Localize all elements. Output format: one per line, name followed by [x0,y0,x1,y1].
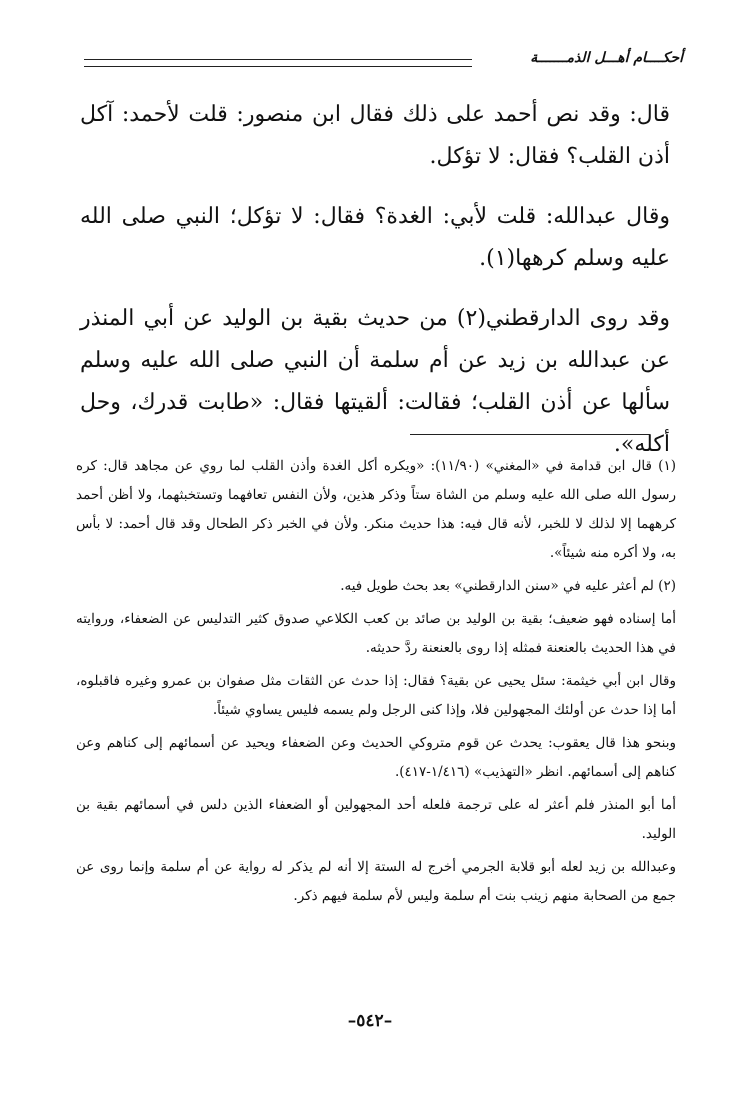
footnote: وبنحو هذا قال يعقوب: يحدث عن قوم متروكي الحديث وعن الضعفاء ويحيد عن أسمائهم إلى كناهم وعن كناهم إلى أسمائهم. انظر «التهذيب» (١/٤١٦-٤١٧). [76,735,676,780]
footnote: (٢) لم أعثر عليه في «سنن الدارقطني» بعد بحث طويل فيه. [340,578,676,594]
footnote: (١) قال ابن قدامة في «المغني» (١١/٩٠): «ويكره أكل الغدة وأذن القلب لما روي عن مجاهد قال: كره رسول الله صلى الله عليه وسلم من الشاة ستاً وذكر هذين، ولأن النفس تعافهما وتستخبثهما، ولا أظن أحمد كرههما إلا لذلك لا للخبر، لأنه قال فيه: هذا حديث منكر. ولأن في الخبر ذكر الطحال وقد قال أحمد: لا بأس به، ولا أكره منه شيئاً». [76,458,676,561]
footnote: أما أبو المنذر فلم أعثر له على ترجمة فلعله أحد المجهولين أو الضعفاء الذين دلس في أسمائهم بقية بن الوليد. [76,797,676,842]
footnote: وقال ابن أبي خيثمة: سئل يحيى عن بقية؟ فقال: إذا حدث عن الثقات مثل صفوان بن عمرو وغيره فاقبلوه، أما إذا حدث عن أولئك المجهولين فلا، وإذا كنى الرجل ولم يسمه فليس يساوي شيئاً. [76,673,676,718]
footnotes [76,452,676,915]
main-text [80,94,670,484]
main-paragraph: وقد روى الدارقطني(٢) من حديث بقية بن الوليد عن أبي المنذر عن عبدالله بن زيد عن أم سلمة أن النبي صلى الله عليه وسلم سألها عن أذن القلب؛ فقالت: ألقيتها فقال: «طابت قدرك، وحل أكله». [80,306,670,457]
main-paragraph: قال: وقد نص أحمد على ذلك فقال ابن منصور: قلت لأحمد: آكل أذن القلب؟ فقال: لا تؤكل. [80,102,670,169]
header-double-rule [84,59,472,67]
footnote: وعبدالله بن زيد لعله أبو قلابة الجرمي أخرج له الستة إلا أنه لم يذكر له رواية عن أم سلمة وإنما روى عن جمع من الصحابة منهم زينب بنت أم سلمة وليس لأم سلمة فيهم ذكر. [76,859,676,904]
running-title: أحكــــام أهـــل الذمـــــــة [530,50,683,66]
page-number: –٥٤٢– [347,1011,393,1031]
footnote: أما إسناده فهو ضعيف؛ بقية بن الوليد بن صائد بن كعب الكلاعي صدوق كثير التدليس عن الضعفاء، وروايته في هذا الحديث بالعنعنة فمثله إذا روى بالعنعنة ردَّ حديثه. [76,611,676,656]
footnote-separator [410,434,650,435]
main-paragraph: وقال عبدالله: قلت لأبي: الغدة؟ فقال: لا تؤكل؛ النبي صلى الله عليه وسلم كرهها(١). [80,204,670,271]
